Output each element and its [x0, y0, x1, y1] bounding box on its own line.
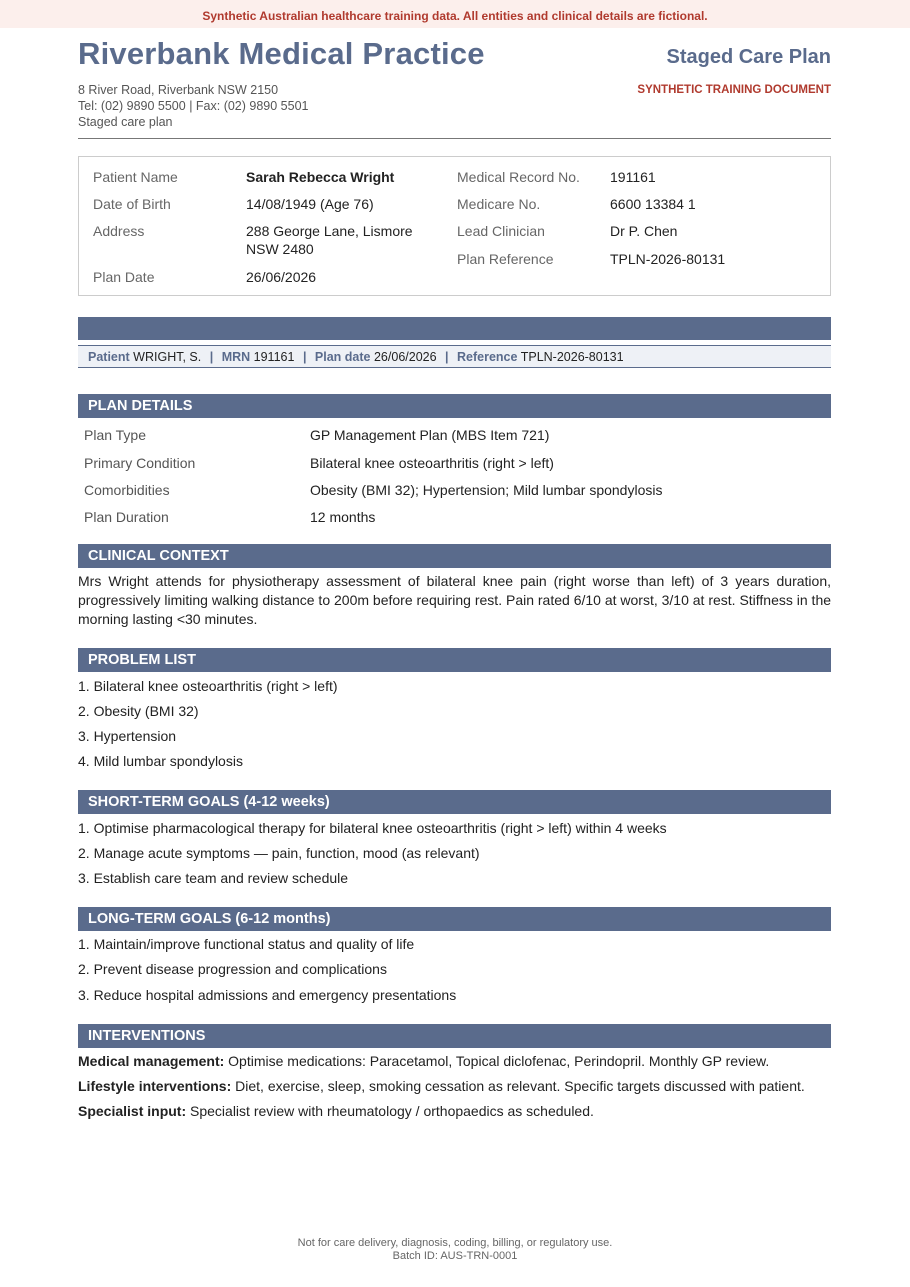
intervention-item — [78, 1053, 769, 1069]
comorbidities-value: Obesity (BMI 32); Hypertension; Mild lumbar spondylosis — [310, 482, 663, 498]
summary-reference-key: Reference — [457, 350, 518, 364]
short-term-goals-heading: SHORT-TERM GOALS (4-12 weeks) — [78, 790, 831, 814]
patient-name: Sarah Rebecca Wright — [246, 169, 395, 185]
plan-details-heading: PLAN DETAILS — [78, 394, 831, 418]
list-item: 4. Mild lumbar spondylosis — [78, 753, 243, 769]
problem-list-heading: PROBLEM LIST — [78, 648, 831, 672]
list-item: 3. Establish care team and review schedule — [78, 870, 349, 886]
address-line-2: NSW 2480 — [246, 241, 314, 257]
summary-date-key: Plan date — [314, 350, 371, 364]
dob-label: Date of Birth — [93, 196, 171, 212]
practice-name: Riverbank Medical Practice — [78, 36, 485, 71]
intervention-label: Specialist input: — [78, 1103, 187, 1119]
patient-details-box — [78, 156, 831, 296]
document-type-line: Staged care plan — [78, 115, 173, 129]
lead-clinician-value: Dr P. Chen — [610, 223, 678, 239]
medicare-label: Medicare No. — [457, 196, 541, 212]
intervention-item — [78, 1078, 805, 1094]
summary-patient-key: Patient — [88, 350, 130, 364]
document-footer — [0, 1237, 910, 1263]
synthetic-document-flag: SYNTHETIC TRAINING DOCUMENT — [637, 84, 831, 96]
summary-separator: | — [445, 350, 449, 364]
contact-line: Tel: (02) 9890 5500 | Fax: (02) 9890 5501 — [78, 99, 309, 113]
mrn-value: 191161 — [610, 169, 656, 185]
plan-duration-label: Plan Duration — [84, 509, 169, 525]
list-item: 1. Maintain/improve functional status and quality of life — [78, 936, 415, 952]
list-item: 2. Manage acute symptoms — pain, function, mood (as relevant) — [78, 845, 480, 861]
long-term-goals-heading: LONG-TERM GOALS (6-12 months) — [78, 907, 831, 931]
address-line: 8 River Road, Riverbank NSW 2150 — [78, 83, 279, 97]
summary-mrn-value: 191161 — [253, 350, 295, 364]
document-title: Staged Care Plan — [666, 46, 831, 68]
plan-reference-label: Plan Reference — [457, 251, 554, 267]
lead-clinician-label: Lead Clinician — [457, 223, 545, 239]
summary-separator: | — [302, 350, 307, 364]
patient-summary-strip — [78, 345, 831, 368]
intervention-text: Optimise medications: Paracetamol, Topical diclofenac, Perindopril. Monthly GP review. — [228, 1053, 770, 1069]
plan-duration-value: 12 months — [310, 509, 376, 525]
list-item: 3. Reduce hospital admissions and emergency presentations — [78, 987, 457, 1003]
medicare-value: 6600 13384 1 — [610, 196, 696, 212]
document-header — [78, 28, 831, 139]
patient-name-label: Patient Name — [93, 169, 178, 185]
mrn-label: Medical Record No. — [457, 169, 580, 185]
list-item: 2. Obesity (BMI 32) — [78, 703, 199, 719]
footer-disclaimer: Not for care delivery, diagnosis, coding, billing, or regulatory use. — [297, 1237, 613, 1249]
clinical-context-text: Mrs Wright attends for physiotherapy assessment of bilateral knee pain (right worse than left) of 3 years duration, progressively limiting walking distance to 200m before requiring rest. Pain rated 6/10 at worst, 3/10 at rest. Stiffness in the morning lasting <30 minutes. — [78, 573, 832, 627]
intervention-label: Medical management: — [78, 1053, 225, 1069]
footer-batch-id: Batch ID: AUS-TRN-0001 — [392, 1250, 518, 1262]
clinical-context-heading: CLINICAL CONTEXT — [78, 544, 831, 568]
primary-condition-label: Primary Condition — [84, 455, 196, 471]
interventions-heading: INTERVENTIONS — [78, 1024, 831, 1048]
address-line-1: 288 George Lane, Lismore — [246, 223, 413, 239]
summary-reference-value: TPLN-2026-80131 — [520, 350, 624, 364]
plan-reference-value: TPLN-2026-80131 — [610, 251, 726, 267]
plan-type-label: Plan Type — [84, 427, 147, 443]
summary-separator: | — [209, 350, 214, 364]
list-item: 3. Hypertension — [78, 728, 177, 744]
section-divider-bar — [78, 317, 831, 340]
intervention-label: Lifestyle interventions: — [78, 1078, 232, 1094]
summary-patient-value: WRIGHT, S. — [133, 350, 202, 364]
practice-address — [78, 82, 308, 130]
plan-type-value: GP Management Plan (MBS Item 721) — [310, 427, 550, 443]
comorbidities-label: Comorbidities — [84, 482, 170, 498]
list-item: 2. Prevent disease progression and complications — [78, 961, 387, 977]
synthetic-data-banner: Synthetic Australian healthcare training data. All entities and clinical details are fictional. — [0, 0, 910, 28]
list-item: 1. Bilateral knee osteoarthritis (right > left) — [78, 678, 338, 694]
address-value — [246, 222, 413, 258]
plan-date-label: Plan Date — [93, 269, 155, 285]
list-item: 1. Optimise pharmacological therapy for bilateral knee osteoarthritis (right > left) within 4 weeks — [78, 820, 667, 836]
intervention-text: Specialist review with rheumatology / orthopaedics as scheduled. — [190, 1103, 594, 1119]
intervention-text: Diet, exercise, sleep, smoking cessation as relevant. Specific targets discussed with patient. — [235, 1078, 805, 1094]
primary-condition-value: Bilateral knee osteoarthritis (right > left) — [310, 455, 554, 471]
summary-date-value: 26/06/2026 — [373, 350, 437, 364]
plan-date-value: 26/06/2026 — [246, 269, 317, 285]
care-plan-document — [78, 28, 832, 1119]
summary-mrn-key: MRN — [221, 350, 251, 364]
intervention-item — [78, 1103, 594, 1119]
dob-value: 14/08/1949 (Age 76) — [246, 196, 374, 212]
address-label: Address — [93, 223, 145, 239]
